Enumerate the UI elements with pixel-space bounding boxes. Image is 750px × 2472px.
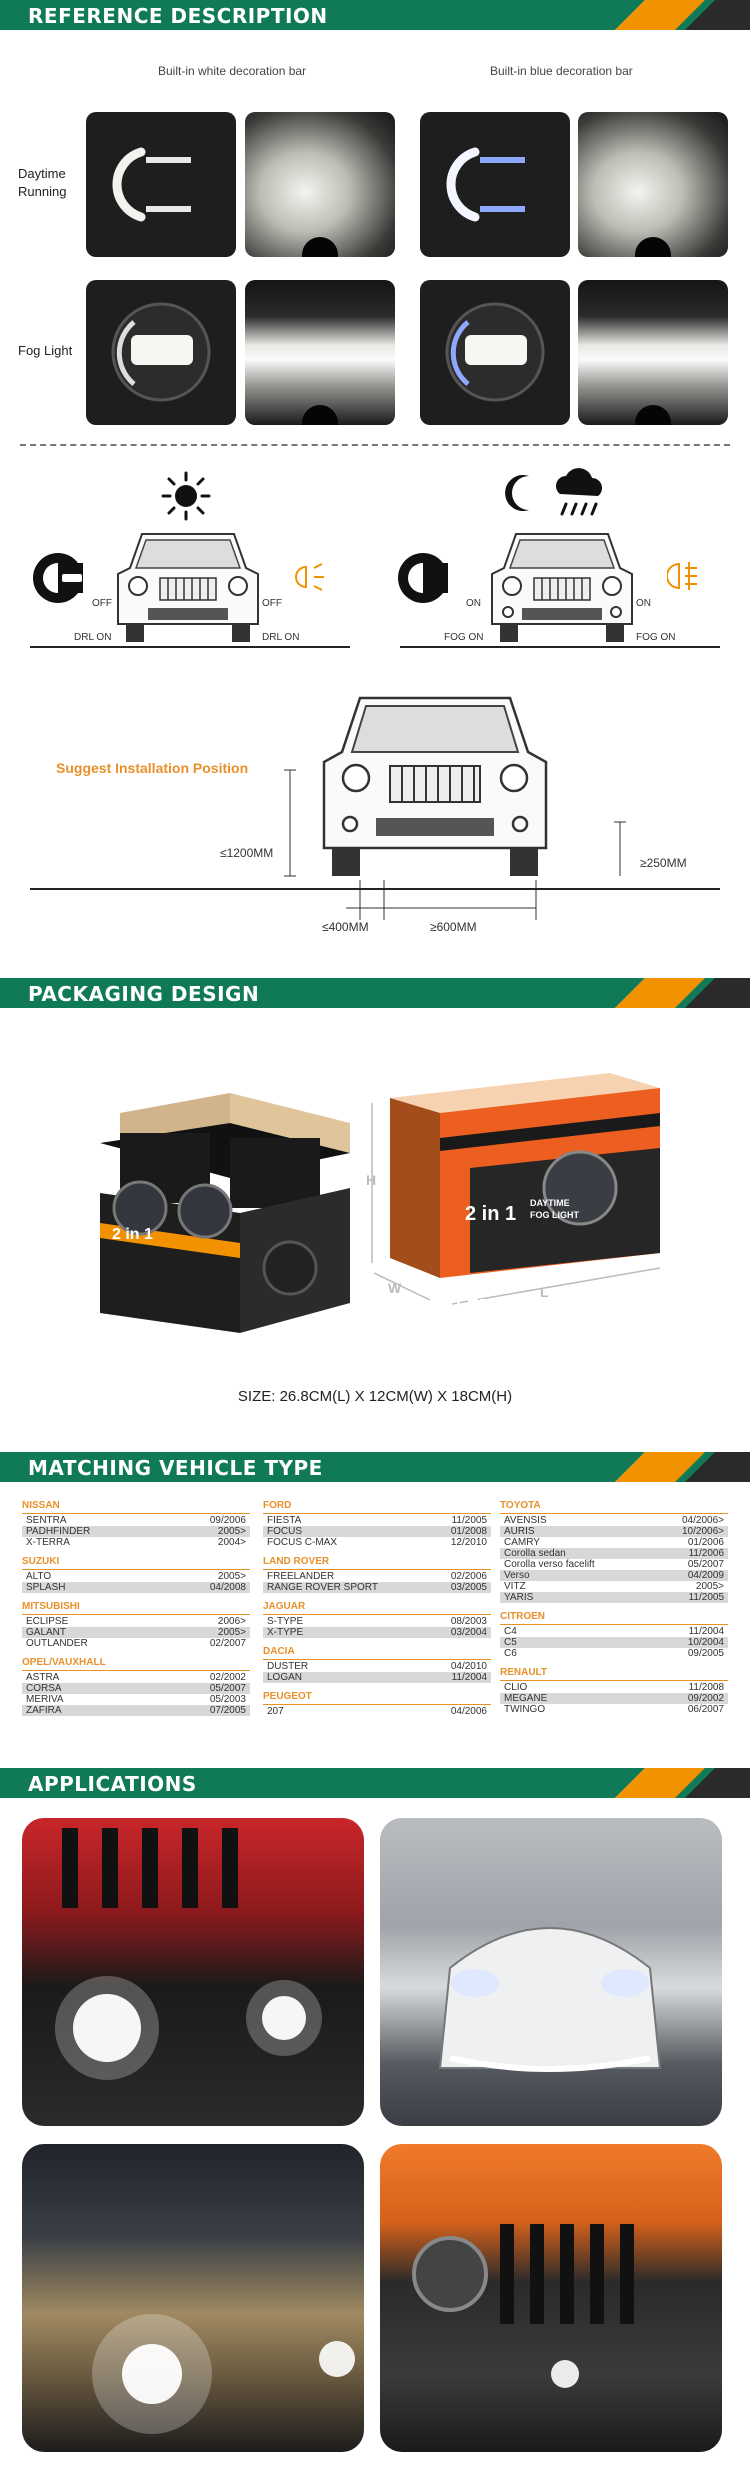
model-name: AURIS [504, 1526, 535, 1537]
brand-group [22, 1601, 250, 1649]
row-caption-line: Daytime [18, 166, 66, 181]
table-row [22, 1638, 250, 1649]
model-name: RANGE ROVER SPORT [267, 1582, 378, 1593]
table-row [22, 1537, 250, 1548]
model-name: DUSTER [267, 1661, 309, 1672]
section-banner-matching [0, 1452, 750, 1482]
brand-name: MITSUBISHI [22, 1601, 250, 1615]
brand-name: RENAULT [500, 1667, 728, 1681]
mode-label-fog-on-left: FOG ON [444, 632, 484, 643]
sun-icon [160, 470, 212, 522]
drl-indicator-icon [292, 562, 336, 592]
table-row [22, 1515, 250, 1526]
box-subtitle-daytime: DAYTIME [530, 1198, 570, 1208]
ground-line [30, 888, 720, 890]
lamp-knob [302, 405, 338, 425]
table-row [263, 1571, 491, 1582]
lamp-crescent-icon [420, 112, 570, 257]
column-caption-white: Built-in white decoration bar [158, 64, 307, 78]
model-name: Verso [504, 1570, 530, 1581]
brand-name: OPEL/VAUXHALL [22, 1657, 250, 1671]
section-title: PACKAGING DESIGN [28, 982, 260, 1006]
section-title: MATCHING VEHICLE TYPE [28, 1456, 323, 1480]
table-row [500, 1592, 728, 1603]
table-row [500, 1704, 728, 1715]
model-name: X-TYPE [267, 1627, 304, 1638]
table-row [263, 1582, 491, 1593]
brand-group [500, 1500, 728, 1603]
vehicle-table [0, 1500, 750, 1760]
photo-fog-white-beam [245, 280, 395, 425]
brand-name: TOYOTA [500, 1500, 728, 1514]
lamp-symbol-fog-icon [395, 550, 451, 606]
fog-indicator-icon [667, 560, 703, 592]
brand-group [263, 1500, 491, 1548]
model-date: 04/2009 [687, 1570, 724, 1581]
application-photo-jeep-red [22, 1818, 364, 2126]
ground-line [400, 646, 720, 648]
row-caption-daytime-running [18, 165, 66, 201]
model-date: 09/2002 [687, 1693, 724, 1704]
model-date: 09/2006 [209, 1515, 246, 1526]
model-name: C4 [504, 1626, 517, 1637]
install-caption: Suggest Installation Position [56, 760, 249, 776]
mode-label-off-right: OFF [262, 598, 282, 609]
model-date: 04/2006 [450, 1706, 487, 1717]
model-date: 03/2004 [450, 1627, 487, 1638]
table-row [263, 1627, 491, 1638]
mode-label-on-left: ON [466, 598, 481, 609]
mode-label-fog-on-right: FOG ON [636, 632, 676, 643]
mode-label-on-right: ON [636, 598, 651, 609]
model-list [22, 1515, 250, 1548]
model-name: C5 [504, 1637, 517, 1648]
vehicle-column-2 [263, 1500, 491, 1725]
packaging-section [0, 1008, 750, 1448]
brand-group [263, 1601, 491, 1638]
table-row [263, 1616, 491, 1627]
table-row [22, 1526, 250, 1537]
lamp-knob [302, 237, 338, 257]
brand-group [263, 1691, 491, 1717]
photo-drl-blue-lamp [420, 112, 570, 257]
car-drl-image [380, 1818, 722, 2126]
section-banner-applications [0, 1768, 750, 1798]
model-date: 10/2006> [682, 1526, 724, 1537]
car-front-drl [112, 528, 264, 644]
model-name: AVENSIS [504, 1515, 547, 1526]
model-date: 2005> [217, 1627, 246, 1638]
model-date: 11/2006 [688, 1548, 724, 1559]
model-name: OUTLANDER [26, 1638, 88, 1649]
model-name: PADHFINDER [26, 1526, 91, 1537]
application-photo-mazda-gold [22, 2144, 364, 2452]
model-name: FREELANDER [267, 1571, 335, 1582]
table-row [263, 1537, 491, 1548]
model-name: 207 [267, 1706, 284, 1717]
table-row [263, 1661, 491, 1672]
table-row [500, 1548, 728, 1559]
model-name: FIESTA [267, 1515, 302, 1526]
model-name: Corolla sedan [504, 1548, 566, 1559]
fog-light-glow-image [22, 1818, 364, 2126]
model-name: X-TERRA [26, 1537, 70, 1548]
model-date: 11/2004 [688, 1626, 724, 1637]
lamp-knob [635, 237, 671, 257]
table-row [500, 1682, 728, 1693]
dimension-h-label: H [366, 1172, 377, 1188]
brand-name: PEUGEOT [263, 1691, 491, 1705]
box-led-label: LED [456, 1296, 492, 1316]
model-name: CORSA [26, 1683, 62, 1694]
photo-drl-white-beam [245, 112, 395, 257]
table-row [22, 1694, 250, 1705]
table-row [500, 1581, 728, 1592]
dimension-lines [0, 680, 750, 940]
table-row [500, 1515, 728, 1526]
column-caption-blue: Built-in blue decoration bar [490, 64, 633, 78]
table-row [22, 1672, 250, 1683]
lamp-crescent-icon [86, 112, 236, 257]
brand-name: SUZUKI [22, 1556, 250, 1570]
divider [20, 444, 730, 446]
model-name: CAMRY [504, 1537, 540, 1548]
model-list [500, 1515, 728, 1603]
model-date: 2005> [217, 1571, 246, 1582]
table-row [263, 1526, 491, 1537]
model-name: CLIO [504, 1682, 528, 1693]
box-subtitle-fog: FOG LIGHT [530, 1210, 579, 1220]
model-date: 02/2007 [209, 1638, 246, 1649]
model-name: FOCUS [267, 1526, 302, 1537]
photo-fog-blue-beam [578, 280, 728, 425]
table-row [22, 1582, 250, 1593]
brand-name: LAND ROVER [263, 1556, 491, 1570]
model-name: GALANT [26, 1627, 67, 1638]
table-row [500, 1526, 728, 1537]
model-date: 04/2008 [209, 1582, 246, 1593]
brand-group [263, 1646, 491, 1683]
model-date: 10/2004 [687, 1637, 724, 1648]
package-size: SIZE: 26.8CM(L) X 12CM(W) X 18CM(H) [237, 1388, 513, 1405]
section-title: REFERENCE DESCRIPTION [28, 4, 328, 28]
table-row [22, 1616, 250, 1627]
brand-name: FORD [263, 1500, 491, 1514]
brand-group [263, 1556, 491, 1593]
brand-group [22, 1556, 250, 1593]
fog-lamp-icon [420, 280, 570, 425]
dimension-edge: ≤400MM [322, 920, 369, 934]
open-box-image [80, 1083, 390, 1343]
brand-name: DACIA [263, 1646, 491, 1660]
model-name: C6 [504, 1648, 517, 1659]
box-title-closed: 2 in 1 [465, 1203, 517, 1225]
brand-group [500, 1611, 728, 1659]
table-row [263, 1515, 491, 1526]
model-date: 05/2007 [209, 1683, 246, 1694]
row-caption-line: Running [18, 184, 67, 199]
model-list [263, 1571, 491, 1593]
section-banner-reference [0, 0, 750, 30]
model-list [500, 1626, 728, 1659]
model-list [22, 1571, 250, 1593]
model-date: 01/2008 [450, 1526, 487, 1537]
dimension-l-label: L [540, 1284, 549, 1300]
photo-fog-white-lamp [86, 280, 236, 425]
model-name: ASTRA [26, 1672, 60, 1683]
dimension-w-label: W [388, 1280, 402, 1296]
table-row [500, 1537, 728, 1548]
model-name: S-TYPE [267, 1616, 304, 1627]
brand-name: NISSAN [22, 1500, 250, 1514]
model-list [263, 1706, 491, 1717]
model-name: FOCUS C-MAX [267, 1537, 337, 1548]
model-name: ZAFIRA [26, 1705, 62, 1716]
application-photo-kia-white [380, 1818, 722, 2126]
mode-label-drl-on-left: DRL ON [74, 632, 112, 643]
installation-section [0, 680, 750, 940]
model-list [22, 1672, 250, 1716]
photo-drl-white-lamp [86, 112, 236, 257]
model-date: 08/2003 [450, 1616, 487, 1627]
row-caption-fog-light: Fog Light [18, 343, 73, 358]
model-date: 05/2007 [687, 1559, 724, 1570]
model-date: 11/2005 [688, 1592, 724, 1603]
table-row [500, 1570, 728, 1581]
mode-diagrams [0, 460, 750, 680]
table-row [500, 1637, 728, 1648]
lamp-knob [635, 405, 671, 425]
model-date: 04/2006> [682, 1515, 724, 1526]
brand-group [22, 1657, 250, 1716]
photo-drl-blue-beam [578, 112, 728, 257]
section-banner-packaging [0, 978, 750, 1008]
jeep-grille-image [380, 2144, 722, 2452]
table-row [22, 1705, 250, 1716]
model-date: 2005> [217, 1526, 246, 1537]
model-date: 11/2005 [451, 1515, 487, 1526]
ground-line [30, 646, 350, 648]
model-name: Corolla verso facelift [504, 1559, 595, 1570]
model-date: 2006> [217, 1616, 246, 1627]
brand-name: CITROEN [500, 1611, 728, 1625]
photo-fog-blue-lamp [420, 280, 570, 425]
model-date: 02/2006 [450, 1571, 487, 1582]
model-date: 2005> [695, 1581, 724, 1592]
table-row [22, 1627, 250, 1638]
table-row [22, 1571, 250, 1582]
rain-cloud-icon [548, 466, 608, 522]
model-date: 07/2005 [209, 1705, 246, 1716]
model-date: 06/2007 [687, 1704, 724, 1715]
table-row [263, 1706, 491, 1717]
model-date: 02/2002 [209, 1672, 246, 1683]
model-name: SPLASH [26, 1582, 66, 1593]
vehicle-column-3 [500, 1500, 728, 1723]
model-date: 03/2005 [450, 1582, 487, 1593]
table-row [22, 1683, 250, 1694]
model-name: ECLIPSE [26, 1616, 69, 1627]
model-date: 05/2003 [209, 1694, 246, 1705]
application-photo-jeep-orange [380, 2144, 722, 2452]
model-date: 01/2006 [687, 1537, 724, 1548]
model-name: TWINGO [504, 1704, 546, 1715]
model-name: YARIS [504, 1592, 534, 1603]
table-row [263, 1672, 491, 1683]
car-headlight-image [22, 2144, 364, 2452]
model-date: 12/2010 [450, 1537, 487, 1548]
table-row [500, 1626, 728, 1637]
brand-group [500, 1667, 728, 1715]
brand-name: JAGUAR [263, 1601, 491, 1615]
table-row [500, 1559, 728, 1570]
model-name: MEGANE [504, 1693, 548, 1704]
table-row [500, 1693, 728, 1704]
model-date: 2004> [217, 1537, 246, 1548]
model-name: LOGAN [267, 1672, 303, 1683]
closed-box-image [360, 1068, 680, 1328]
model-list [263, 1515, 491, 1548]
model-list [263, 1661, 491, 1683]
dimension-height-max: ≤1200MM [220, 846, 274, 860]
model-name: ALTO [26, 1571, 52, 1582]
model-name: VITZ [504, 1581, 526, 1592]
fog-lamp-icon [86, 280, 236, 425]
moon-icon [505, 472, 539, 514]
model-date: 11/2008 [688, 1682, 724, 1693]
model-list [263, 1616, 491, 1638]
dimension-height-min: ≥250MM [640, 856, 687, 870]
reference-section [0, 30, 750, 460]
table-row [500, 1648, 728, 1659]
model-list [22, 1616, 250, 1649]
model-name: MERIVA [26, 1694, 64, 1705]
car-front-fog [486, 528, 638, 644]
mode-label-off-left: OFF [92, 598, 112, 609]
vehicle-column-1 [22, 1500, 250, 1724]
dimension-spacing: ≥600MM [430, 920, 477, 934]
model-date: 09/2005 [687, 1648, 724, 1659]
model-name: SENTRA [26, 1515, 67, 1526]
model-date: 11/2004 [451, 1672, 487, 1683]
model-date: 04/2010 [450, 1661, 487, 1672]
mode-label-drl-on-right: DRL ON [262, 632, 300, 643]
lamp-symbol-white-icon [30, 550, 86, 606]
model-list [500, 1682, 728, 1715]
section-title: APPLICATIONS [28, 1772, 197, 1796]
brand-group [22, 1500, 250, 1548]
box-title-open: 2 in 1 [112, 1226, 153, 1243]
